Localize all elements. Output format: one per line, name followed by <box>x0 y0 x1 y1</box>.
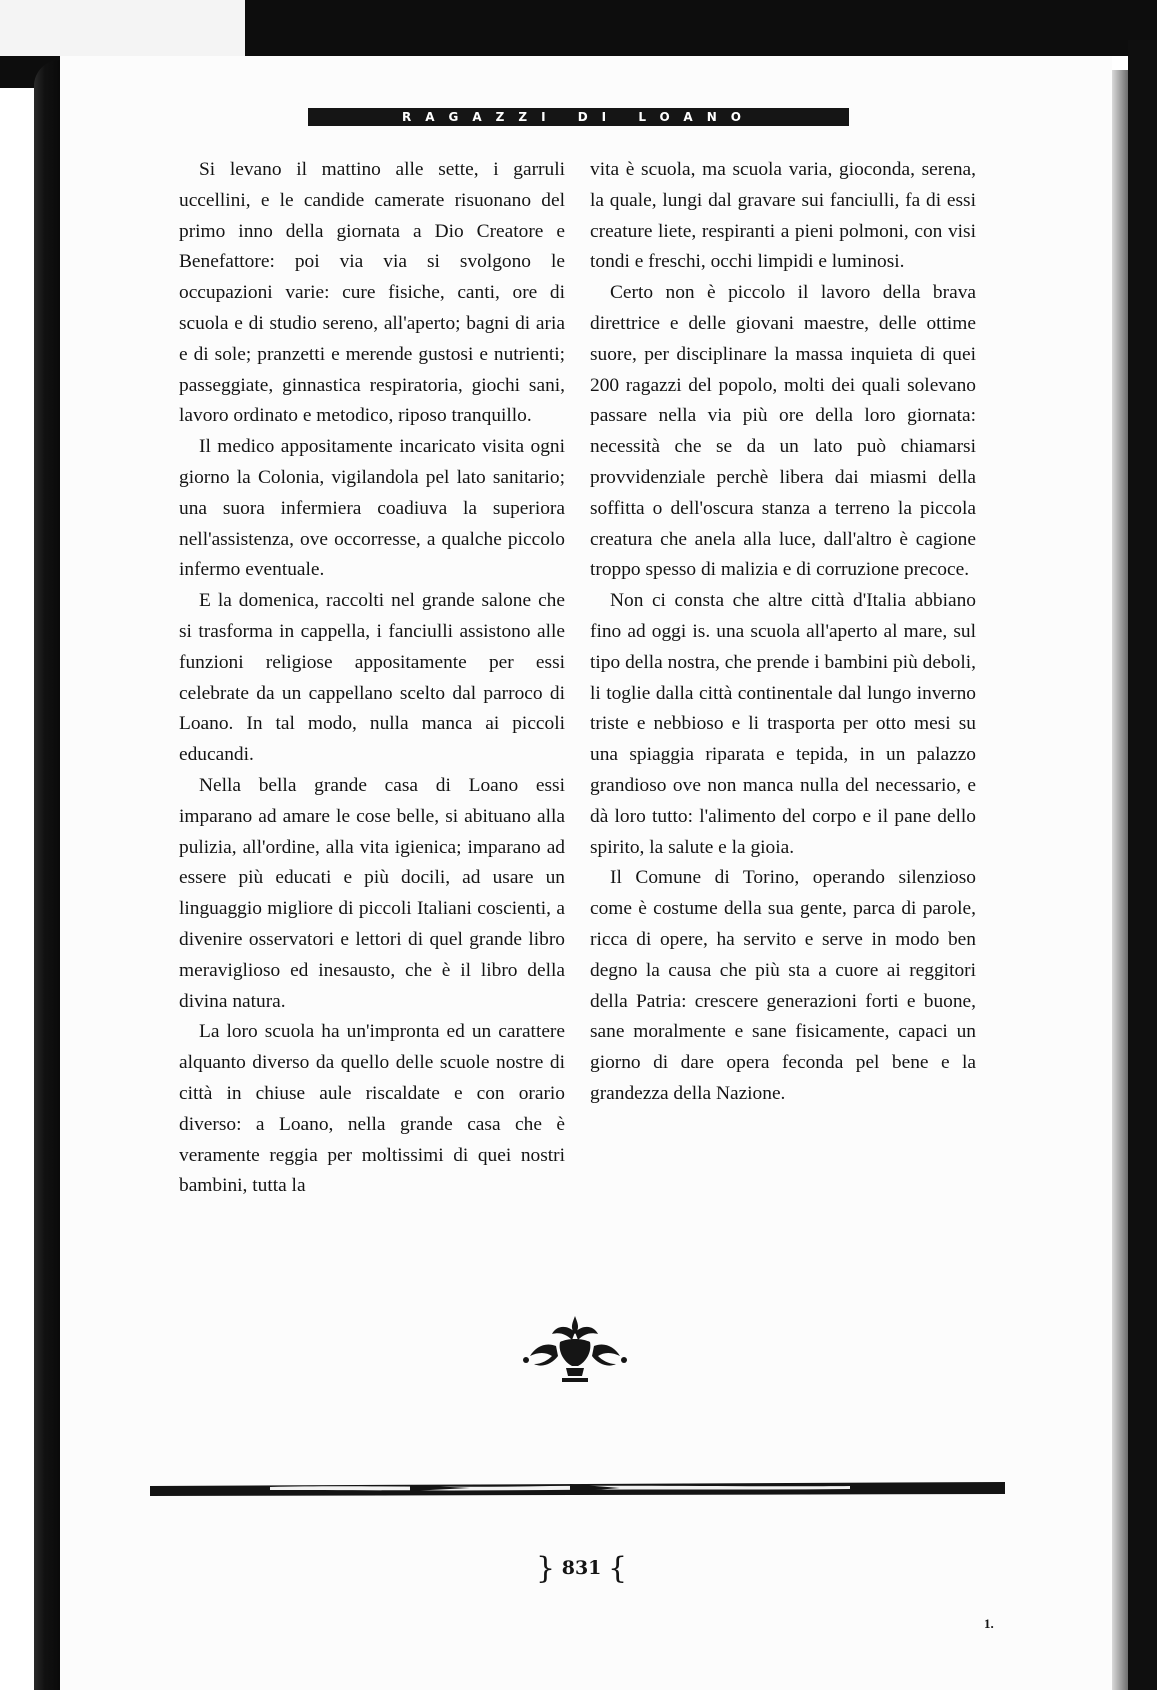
paragraph: Si levano il mattino alle sette, i garruli uccellini, e le candide camerate risuonano del primo inno della giornata a Dio Creatore e Benefattore: poi via via si svolgono le occupazioni varie: cure fisiche, canti, ore di scuola e di studio sereno, all'aperto; bagni di aria e di sole; pranzetti e merende gustosi e nutrienti; passeggiate, ginnastica respiratoria, giochi sani, lavoro ordinato e metodico, riposo tranquillo. <box>179 159 565 427</box>
folio-bracket-left: } <box>536 1551 556 1586</box>
paragraph: Certo non è piccolo il lavoro della brava direttrice e delle giovani maestre, delle ottime suore, per disciplinare la massa inquieta di quei 200 ragazzi del popolo, molti dei quali solevano passare nella via più ore della loro giornata: necessità che se da un lato può chiamarsi provvidenziale perchè libera dai miasmi della soffitta o dell'oscura stanza a terreno la piccola creatura che anela alla luce, dall'altro è cagione troppo spesso di malizia e di corruzione precoce. <box>590 282 976 581</box>
folio-bracket-right: { <box>608 1551 628 1586</box>
text-column-left <box>179 155 565 1202</box>
paragraph: Il medico appositamente incaricato visita ogni giorno la Colonia, vigilandola pel lato sanitario; una suora infermiera coadiuva la superiora nell'assistenza, ove occorresse, a qualche piccolo infermo eventuale. <box>179 436 565 581</box>
paragraph: Non ci consta che altre città d'Italia abbiano fino ad oggi is. una scuola all'aperto al mare, sul tipo della nostra, che prende i bambini più deboli, li toglie dalla città continentale dal lungo inverno triste e nebbioso e li trasporta per otto mesi su una spiaggia riparata e tepida, in un palazzo grandioso ove non manca nulla del necessario, e dà loro tutto: l'alimento del corpo e il pane dello spirito, la salute e la gioia. <box>590 590 976 858</box>
paragraph: Nella bella grande casa di Loano essi imparano ad amare le cose belle, si abituano alla pulizia, all'ordine, alla vita igienica; imparano ad essere più educati e più docili, ad usare un linguaggio migliore di piccoli Italiani coscienti, a divenire osservatori e lettori di quel grande libro meraviglioso ed inesausto, che è il libro della divina natura. <box>179 774 565 1012</box>
scan-binding-edge <box>34 60 60 1690</box>
scan-top-margin <box>0 0 245 56</box>
paragraph: E la domenica, raccolti nel grande salone che si trasforma in cappella, i fanciulli assistono alle funzioni religiose appositamente per essi celebrate da un cappellano scelto dal parroco di Loano. In tal modo, nulla manca ai piccoli educandi. <box>179 590 565 766</box>
paragraph-continued: vita è scuola, ma scuola varia, gioconda, serena, la quale, lungi dal gravare sui fanciulli, fa di essi creature liete, respiranti a pieni polmoni, con visi tondi e freschi, occhi limpidi e luminosi. <box>590 159 976 273</box>
decorative-rule <box>150 1478 1005 1500</box>
page-number-value: 831 <box>561 1557 602 1579</box>
signature-mark: 1. <box>984 1616 994 1631</box>
floral-vase-ornament-icon <box>516 1312 634 1384</box>
scan-right-shadow <box>1128 40 1157 1690</box>
text-column-right <box>590 155 976 1110</box>
paragraph: Il Comune di Torino, operando silenzioso come è costume della sua gente, parca di parole, ricca di opere, ha servito e serve in modo ben degno la causa che più sta a cuore ai reggitori della Patria: crescere generazioni forti e buone, sane moralmente e sane fisicamente, capaci un giorno di dare opera feconda pel bene e la grandezza della Nazione. <box>590 867 976 1104</box>
page-number <box>536 1550 626 1586</box>
scan-page-curl <box>1112 70 1128 1690</box>
running-header-title: RAGAZZI DI LOANO <box>402 110 755 124</box>
paragraph: La loro scuola ha un'impronta ed un carattere alquanto diverso da quello delle scuole nostre di città in chiuse aule riscaldate e con orario diverso: a Loano, nella grande casa che è veramente reggia per moltissimi di quei nostri bambini, tutta la <box>179 1021 565 1197</box>
